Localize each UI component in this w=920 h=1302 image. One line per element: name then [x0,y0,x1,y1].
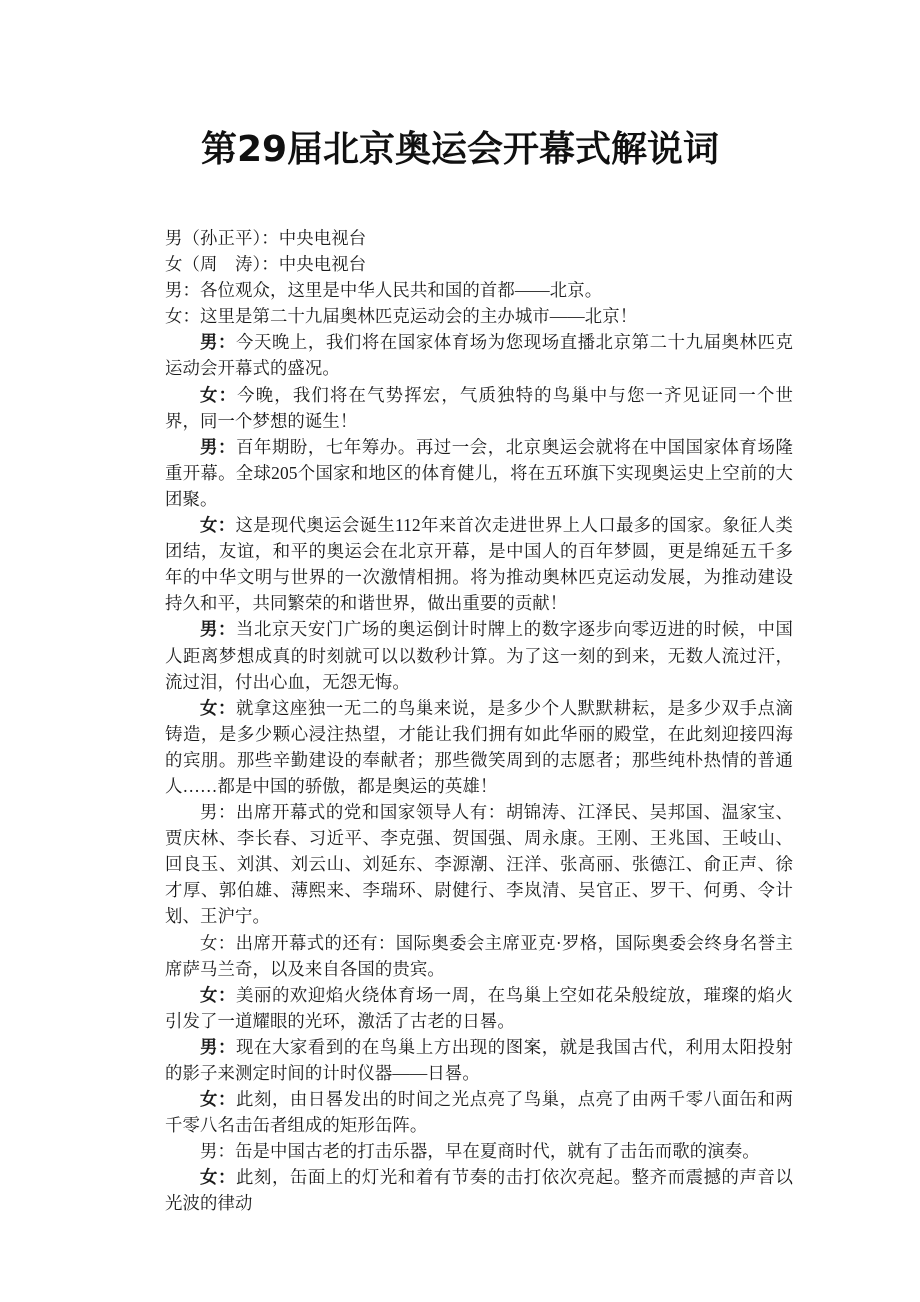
paragraph-text: 今天晚上，我们将在国家体育场为您现场直播北京第二十九届奥林匹克运动会开幕式的盛况。 [165,332,793,379]
speaker-label: 女： [200,984,236,1005]
paragraph-p14 [165,1034,793,1086]
speaker-label: 男： [200,436,236,457]
page-title: 第29届北京奥运会开幕式解说词 [200,129,720,171]
paragraph-p13 [165,982,793,1034]
speaker-label: 女： [200,697,236,718]
paragraph-p6 [165,382,793,434]
paragraph-p12 [165,930,793,982]
speaker-label: 女： [200,932,236,953]
paragraph-text: 中央电视台 [278,228,367,248]
paragraph-p1 [165,225,793,251]
speaker-label: 女： [200,1089,236,1110]
speaker-label: 女： [200,384,238,405]
speaker-label: 女（周 涛）： [165,254,279,275]
paragraph-text: 这里是第二十九届奥林匹克运动会的主办城市——北京！ [199,306,638,327]
speaker-label: 男（孙正平）： [165,228,279,248]
paragraph-p16 [165,1138,793,1164]
paragraph-text: 当北京天安门广场的奥运倒计时牌上的数字逐步向零迈进的时候，中国人距离梦想成真的时刻就可以以数秒计算。为了这一刻的到来，无数人流过汗，流过泪，付出心血，无怨无悔。 [165,619,793,692]
speaker-label: 男： [200,1036,236,1057]
document-body [165,225,793,1217]
paragraph-p7 [165,434,793,512]
speaker-label: 男： [200,1141,235,1162]
paragraph-p15 [165,1086,793,1138]
paragraph-p10 [165,695,793,799]
paragraph-p4 [165,303,793,329]
paragraph-text: 现在大家看到的在鸟巢上方出现的图案，就是我国古代，利用太阳投射的影子来测定时间的计时仪器——日晷。 [165,1036,793,1083]
paragraph-text: 缶是中国古老的打击乐器，早在夏商时代，就有了击缶而歌的演奏。 [234,1141,760,1162]
speaker-label: 男： [200,619,236,640]
paragraph-text: 美丽的欢迎焰火绕体育场一周，在鸟巢上空如花朵般绽放，璀璨的焰火引发了一道耀眼的光环，激活了古老的日晷。 [165,984,793,1031]
speaker-label: 男： [200,332,236,353]
paragraph-text: 此刻，缶面上的灯光和着有节奏的击打依次亮起。整齐而震撼的声音以光波的律动 [165,1167,793,1214]
paragraph-p2 [165,251,793,277]
paragraph-text: 此刻，由日晷发出的时间之光点亮了鸟巢，点亮了由两千零八面缶和两千零八名击缶者组成的矩形缶阵。 [165,1089,793,1136]
paragraph-text: 今晚，我们将在气势挥宏，气质独特的鸟巢中与您一齐见证同一个世界，同一个梦想的诞生！ [165,384,793,431]
paragraph-p3 [165,277,793,303]
paragraph-p8 [165,512,793,616]
paragraph-p9 [165,616,793,694]
paragraph-p11 [165,799,793,929]
paragraph-text: 这是现代奥运会诞生112年来首次走进世界上人口最多的国家。象征人类团结，友谊，和平的奥运会在北京开幕，是中国人的百年梦圆，更是绵延五千多年的中华文明与世界的一次激情相拥。将为推动奥林匹克运动发展，为推动建设持久和平，共同繁荣的和谐世界，做出重要的贡献！ [165,515,793,614]
speaker-label: 女： [165,306,200,327]
paragraph-text: 就拿这座独一无二的鸟巢来说，是多少个人默默耕耘，是多少双手点滴铸造，是多少颗心浸注热望，才能让我们拥有如此华丽的殿堂，在此刻迎接四海的宾朋。那些辛勤建设的奉献者；那些微笑周到的志愿者；那些纯朴热情的普通人……都是中国的骄傲，都是奥运的英雄！ [165,697,793,796]
paragraph-text: 出席开幕式的党和国家领导人有：胡锦涛、江泽民、吴邦国、温家宝、贾庆林、李长春、习近平、李克强、贺国强、周永康。王刚、王兆国、王岐山、回良玉、刘淇、刘云山、刘延东、李源潮、汪洋、张高丽、张德江、俞正声、徐才厚、郭伯雄、薄熙来、李瑞环、尉健行、李岚清、吴官正、罗干、何勇、令计划、王沪宁。 [165,802,793,927]
speaker-label: 女： [200,1167,236,1188]
paragraph-text: 出席开幕式的还有：国际奥委会主席亚克·罗格，国际奥委会终身名誉主席萨马兰奇，以及来自各国的贵宾。 [165,932,794,979]
speaker-label: 女： [200,515,236,536]
paragraph-text: 各位观众，这里是中华人民共和国的首都——北京。 [199,280,603,301]
paragraph-text: 百年期盼，七年筹办。再过一会，北京奥运会就将在中国国家体育场隆重开幕。全球205个国家和地区的体育健儿，将在五环旗下实现奥运史上空前的大团聚。 [165,436,793,509]
paragraph-p5 [165,329,793,381]
speaker-label: 男： [200,802,236,823]
paragraph-text: 中央电视台 [278,254,367,275]
speaker-label: 男： [165,280,200,301]
paragraph-p17 [165,1164,793,1216]
